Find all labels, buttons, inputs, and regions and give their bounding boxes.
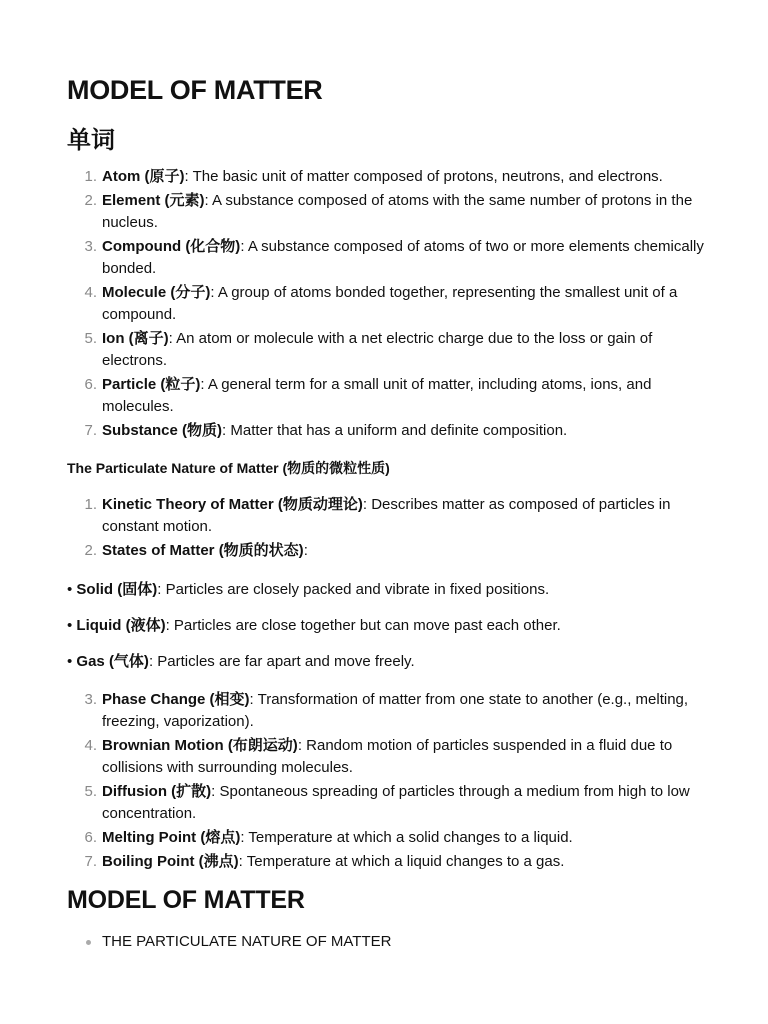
state-liquid: • Liquid (液体): Particles are close together but can move past each other. [67,617,561,634]
term-label: Brownian Motion (布朗运动) [102,737,298,754]
list-item: 1. Kinetic Theory of Matter (物质动理论): Describes matter as composed of particles in constant motion. [84,496,671,535]
term-label: Liquid (液体) [76,617,166,634]
state-solid: • Solid (固体): Particles are closely packed and vibrate in fixed positions. [67,581,550,598]
term-label: Diffusion (扩散) [102,783,212,800]
state-gas: • Gas (气体): Particles are far apart and move freely. [67,653,415,670]
list-item: 3. Compound (化合物): A substance composed of atoms of two or more elements chemically bonded. [84,238,704,277]
term-label: Solid (固体) [76,581,158,598]
term-definition: : An atom or molecule with a net electric charge due to the loss or gain of electrons. [102,330,653,369]
list-item: 6. Particle (粒子): A general term for a small unit of matter, including atoms, ions, and molecules. [84,376,652,415]
term-definition: : Particles are closely packed and vibrate in fixed positions. [157,581,550,598]
outline-list [67,931,391,953]
vocab-list [67,166,707,444]
term-label: Element (元素) [102,192,205,209]
term-definition: : A general term for a small unit of matter, including atoms, ions, and molecules. [102,376,652,415]
term-label: Compound (化合物) [102,238,241,255]
term-definition: : Temperature at which a liquid changes to a gas. [238,853,565,870]
nature-list-b [67,689,707,875]
term-definition: : Temperature at which a solid changes to a liquid. [240,829,573,846]
term-definition: : Particles are far apart and move freely. [148,653,415,670]
term-definition: : Random motion of particles suspended in a fluid due to collisions with surrounding molecules. [102,737,673,776]
bullet-dot-icon [86,940,91,945]
term-label: Substance (物质) [102,422,223,439]
term-label: Molecule (分子) [102,284,211,301]
second-title: MODEL OF MATTER [67,886,305,914]
term-definition: : Matter that has a uniform and definite composition. [222,422,568,439]
term-definition: : A substance composed of atoms with the same number of protons in the nucleus. [102,192,693,231]
list-item: 1. Atom (原子): The basic unit of matter composed of protons, neutrons, and electrons. [84,168,663,185]
term-label: Phase Change (相变) [102,691,250,708]
list-item: 3. Phase Change (相变): Transformation of matter from one state to another (e.g., melting, freezing, vaporization). [84,691,689,730]
nature-list-a [67,494,707,564]
term-definition: : Transformation of matter from one state to another (e.g., melting, freezing, vaporization). [102,691,689,730]
term-label: Gas (气体) [76,653,149,670]
term-definition: : Describes matter as composed of particles in constant motion. [102,496,671,535]
term-label: Ion (离子) [102,330,169,347]
vocab-heading: 单词 [67,127,115,154]
page-title: MODEL OF MATTER [67,75,323,105]
outline-label: THE PARTICULATE NATURE OF MATTER [102,933,392,950]
list-item: 7. Boiling Point (沸点): Temperature at which a liquid changes to a gas. [84,853,565,870]
term-label: Atom (原子) [102,168,185,185]
term-label: Melting Point (熔点) [102,829,241,846]
term-definition: : Spontaneous spreading of particles through a medium from high to low concentration. [102,783,690,822]
list-item: 7. Substance (物质): Matter that has a uniform and definite composition. [84,422,568,439]
term-definition: : A group of atoms bonded together, representing the smallest unit of a compound. [102,284,678,323]
list-item: 2. States of Matter (物质的状态): [84,542,308,559]
list-item [67,931,391,953]
list-item: 2. Element (元素): A substance composed of atoms with the same number of protons in the nucleus. [84,192,693,231]
term-definition: : Particles are close together but can move past each other. [165,617,561,634]
term-definition: : [303,542,308,559]
list-item: 4. Brownian Motion (布朗运动): Random motion of particles suspended in a fluid due to collisions with surrounding molecules. [84,737,673,776]
section-heading: The Particulate Nature of Matter (物质的微粒性质) [67,460,390,476]
list-item: 5. Ion (离子): An atom or molecule with a net electric charge due to the loss or gain of electrons. [84,330,653,369]
term-label: States of Matter (物质的状态) [102,542,304,559]
term-definition: : A substance composed of atoms of two or more elements chemically bonded. [102,238,704,277]
list-item: 6. Melting Point (熔点): Temperature at which a solid changes to a liquid. [84,829,573,846]
list-item: 5. Diffusion (扩散): Spontaneous spreading of particles through a medium from high to low concentration. [84,783,690,822]
term-label: Boiling Point (沸点) [102,853,239,870]
list-item: 4. Molecule (分子): A group of atoms bonded together, representing the smallest unit of a compound. [84,284,678,323]
term-definition: : The basic unit of matter composed of protons, neutrons, and electrons. [184,168,663,185]
term-label: Kinetic Theory of Matter (物质动理论) [102,496,363,513]
term-label: Particle (粒子) [102,376,201,393]
